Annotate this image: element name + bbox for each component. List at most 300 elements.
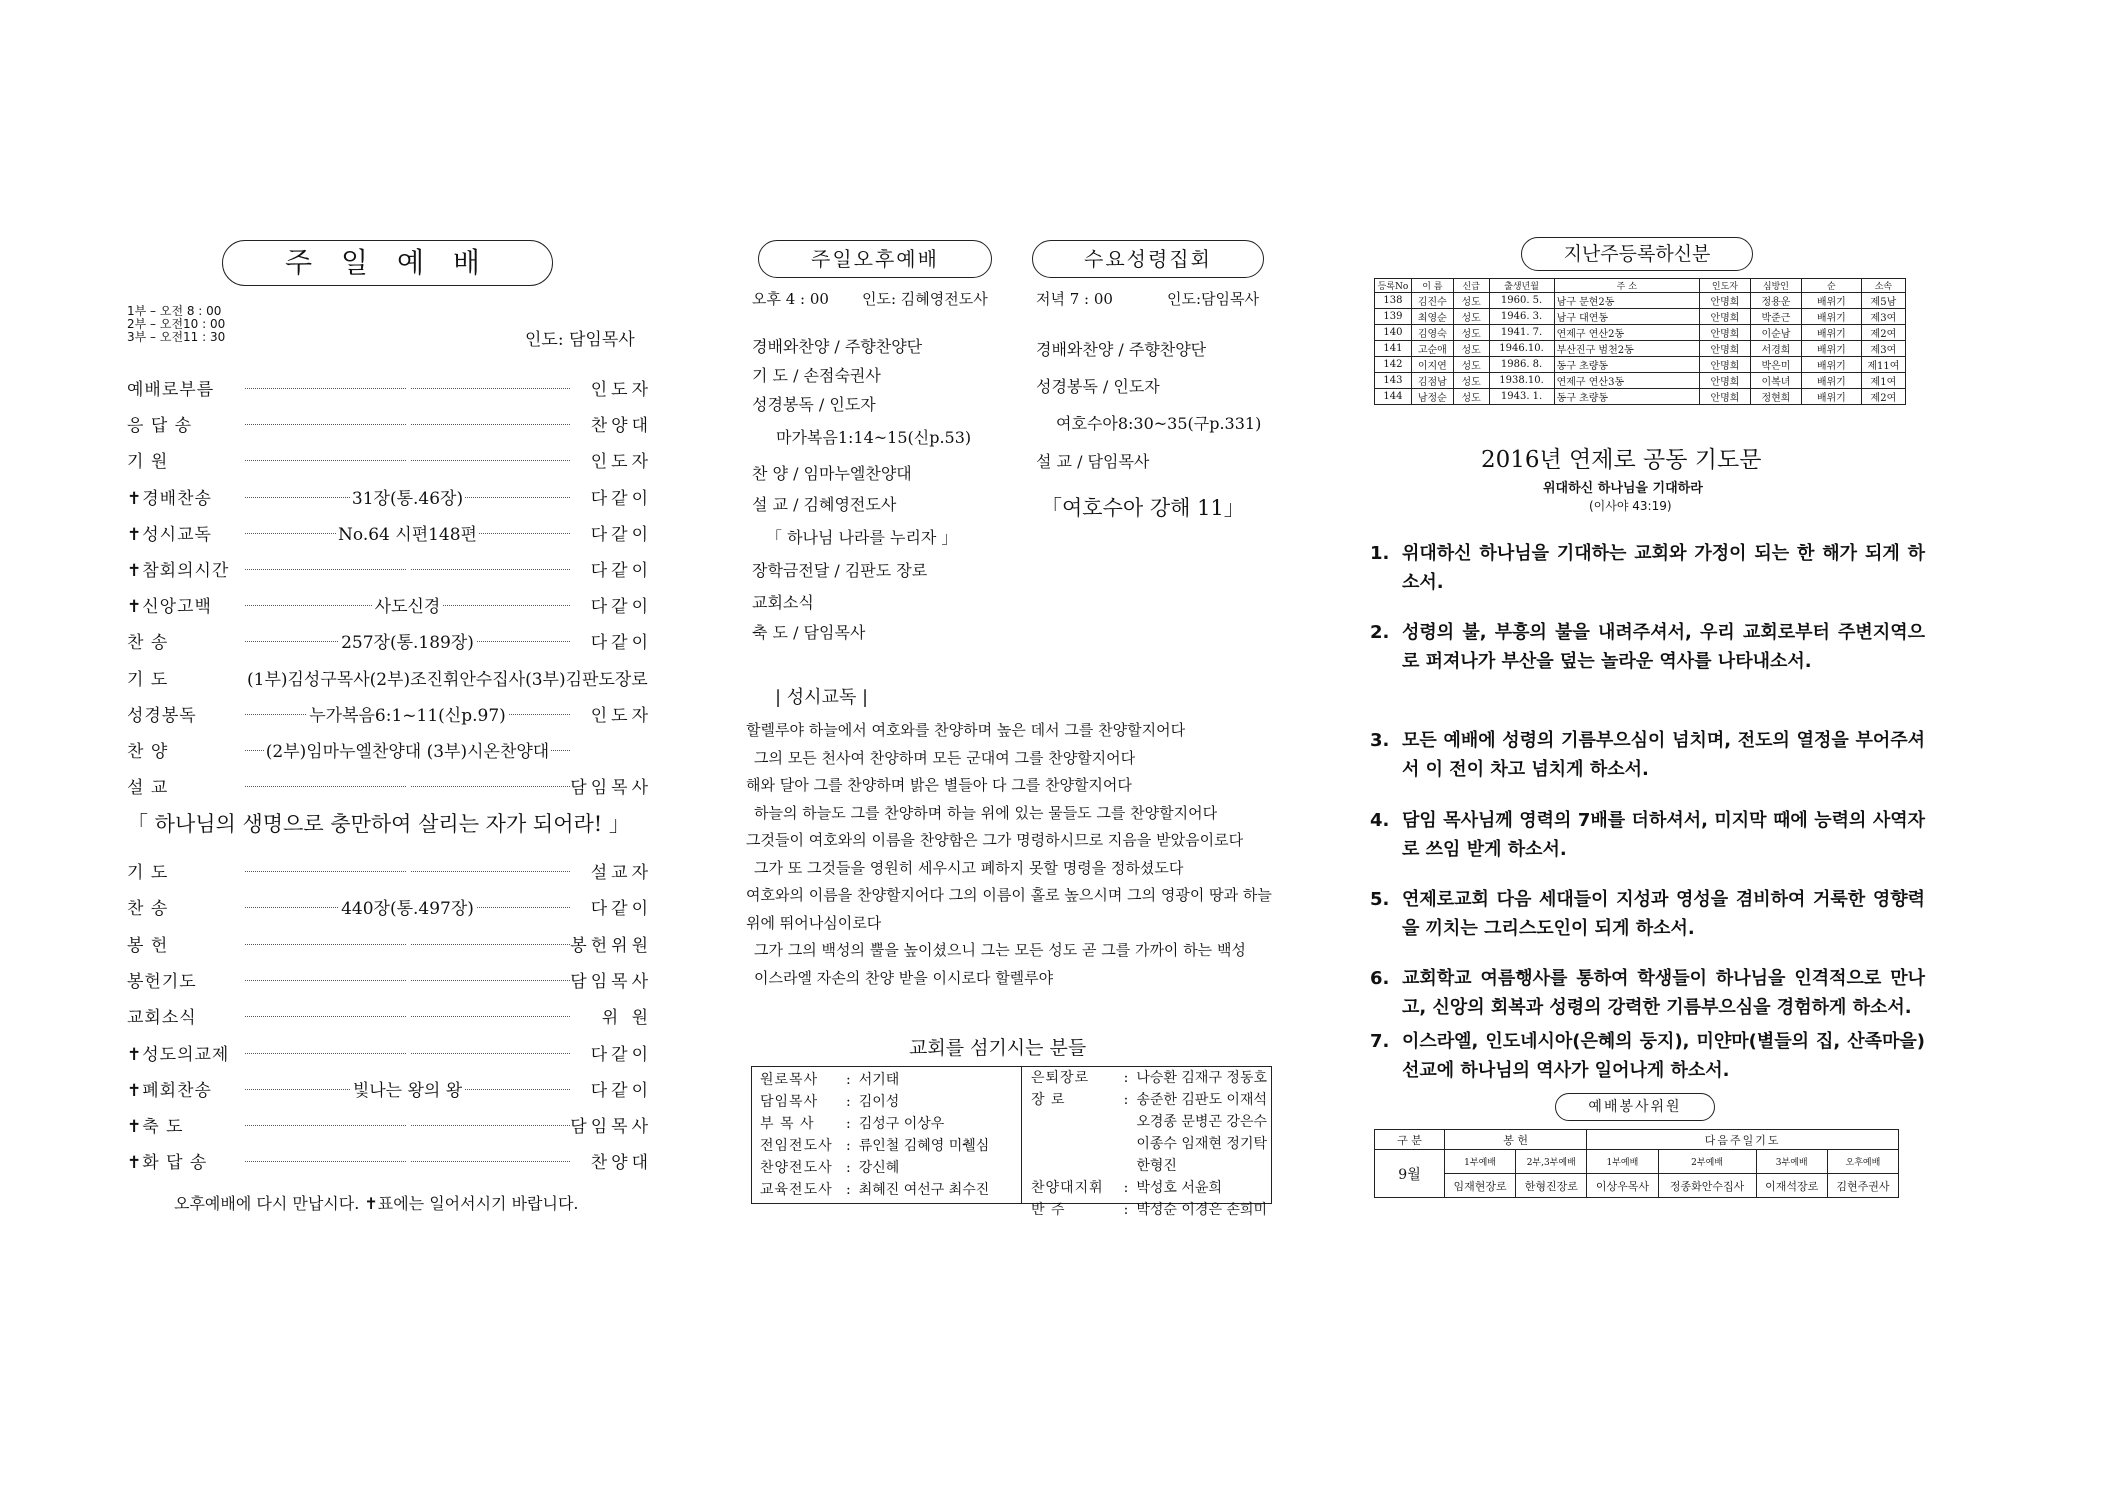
visitor-cell: 140 xyxy=(1375,325,1412,341)
afternoon-item: 교회소식 xyxy=(752,593,814,612)
worship-row-detail xyxy=(245,1112,570,1132)
servant-colon: : xyxy=(1123,1180,1129,1196)
servants-left xyxy=(756,1069,993,1201)
visitor-cell: 제1여 xyxy=(1861,373,1905,389)
worship-row xyxy=(127,628,652,652)
servant-colon: : xyxy=(846,1116,851,1132)
worship-row-detail xyxy=(245,858,570,878)
worship-row-detail: 누가복음6:1~11(신p.97) xyxy=(309,705,506,726)
worship-row-label: ✝신앙고백 xyxy=(127,597,212,618)
worship-row xyxy=(127,375,652,399)
psalm-line: 이스라엘 자손의 찬양 받을 이시로다 할렐루야 xyxy=(754,968,1054,987)
servant-role xyxy=(1027,1155,1120,1177)
visitor-cell: 안명희 xyxy=(1700,293,1751,309)
visitor-cell: 안명희 xyxy=(1700,309,1751,325)
worship-row xyxy=(127,967,652,991)
service-time: 3부 – 오전11 : 30 xyxy=(127,330,226,344)
worship-row-detail xyxy=(245,1148,570,1168)
visitor-cell: 박준근 xyxy=(1750,309,1801,325)
worship-row xyxy=(127,592,652,616)
servant-colon xyxy=(1120,1133,1133,1155)
servant-names: 김성구 이상우 xyxy=(858,1116,945,1132)
servant-role: 원로목사 xyxy=(760,1072,819,1088)
worship-row-detail xyxy=(245,1003,570,1023)
visitor-row xyxy=(1375,309,1906,325)
visitor-cell: 성도 xyxy=(1453,389,1489,405)
prayer-item xyxy=(1370,806,1925,864)
worship-row-label: 성경봉독 xyxy=(127,705,197,726)
worship-row-label: 기 도 xyxy=(127,669,169,690)
afternoon-item: 기 도 / 손점숙권사 xyxy=(752,366,881,385)
afternoon-item: 찬 양 / 임마누엘찬양대 xyxy=(752,464,912,483)
duty-header-gubun: 구 분 xyxy=(1375,1130,1445,1150)
worship-row-person: 설교자 xyxy=(590,863,652,883)
visitor-cell: 김점남 xyxy=(1411,373,1453,389)
wednesday-title: 수요성령집회 xyxy=(1084,247,1212,271)
afternoon-item: 「 하나님 나라를 누리자 」 xyxy=(766,528,958,547)
afternoon-title: 주일오후예배 xyxy=(811,247,939,271)
prayer-text: 모든 예배에 성령의 기름부으심이 넘치며, 전도의 열정을 부어주셔서 이 전이 차고 넘치게 하소서. xyxy=(1402,730,1925,780)
servant-role: 장 로 xyxy=(1031,1092,1066,1108)
servant-row xyxy=(1027,1111,1271,1133)
servant-colon: : xyxy=(846,1138,851,1154)
afternoon-item: 설 교 / 김혜영전도사 xyxy=(752,495,897,514)
visitor-cell: 이복녀 xyxy=(1750,373,1801,389)
visitors-title: 지난주등록하신분 xyxy=(1563,243,1711,265)
servant-role xyxy=(1027,1111,1120,1133)
visitor-cell: 정현희 xyxy=(1750,389,1801,405)
prayer-text: 성령의 불, 부흥의 불을 내려주셔서, 우리 교회로부터 주변지역으로 퍼져나가 부산을 덮는 놀라운 역사를 나타내소서. xyxy=(1402,622,1925,672)
servant-row xyxy=(756,1179,993,1201)
worship-row-detail: 257장(통.189장) xyxy=(341,633,474,654)
servant-colon xyxy=(1120,1111,1133,1133)
wednesday-time: 저녁 7 : 00 xyxy=(1036,290,1113,308)
visitors-table xyxy=(1374,278,1906,405)
worship-row-person: 담임목사 xyxy=(570,778,652,799)
duty-title: 예배봉사위원 xyxy=(1588,1099,1682,1115)
wednesday-item: 여호수아8:30~35(구p.331) xyxy=(1056,414,1262,433)
servant-names: 서기태 xyxy=(858,1072,900,1088)
wednesday-leader: 인도:담임목사 xyxy=(1167,290,1259,308)
worship-row xyxy=(127,1076,652,1100)
servants-divider xyxy=(1021,1067,1022,1203)
worship-row-person: 찬양대 xyxy=(590,416,652,437)
sunday-title-box xyxy=(222,240,553,286)
duty-value: 이재석장로 xyxy=(1756,1174,1827,1198)
servant-row xyxy=(1027,1089,1271,1111)
visitor-cell: 배위기 xyxy=(1801,325,1861,341)
worship-row xyxy=(127,894,652,918)
psalm-line: 할렐루야 하늘에서 여호와를 찬양하며 높은 데서 그를 찬양할지어다 xyxy=(746,721,1186,739)
worship-row-label: ✝참회의시간 xyxy=(127,561,230,581)
visitor-cell: 배위기 xyxy=(1801,341,1861,357)
worship-row-label: 설 교 xyxy=(127,778,169,799)
visitor-cell: 안명희 xyxy=(1700,325,1751,341)
servant-colon: : xyxy=(1123,1070,1129,1086)
servant-colon xyxy=(1120,1155,1133,1177)
worship-row-detail: 31장(통.46장) xyxy=(351,488,464,509)
prayer-number: 1. xyxy=(1370,543,1390,564)
servant-names: 오경종 문병곤 강은수 xyxy=(1136,1114,1267,1130)
duty-month: 9월 xyxy=(1375,1150,1445,1198)
worship-row xyxy=(127,701,652,725)
worship-row xyxy=(127,1003,652,1027)
prayer-item xyxy=(1370,964,1925,1022)
duty-value: 정종화안수집사 xyxy=(1658,1174,1756,1198)
worship-row-detail xyxy=(245,556,570,576)
servant-row xyxy=(1027,1133,1271,1155)
servant-colon: : xyxy=(846,1094,851,1110)
visitor-cell: 김진수 xyxy=(1411,293,1453,309)
visitor-cell: 동구 초량동 xyxy=(1554,389,1699,405)
order-of-worship-a xyxy=(127,375,652,799)
duty-value: 이상우목사 xyxy=(1587,1174,1658,1198)
worship-row xyxy=(127,520,652,544)
visitors-header-cell: 인도자 xyxy=(1700,279,1751,293)
servant-row xyxy=(756,1091,993,1113)
service-times xyxy=(127,305,225,344)
servant-names: 나승환 김재구 정동호 xyxy=(1136,1070,1267,1086)
visitors-header-cell: 신급 xyxy=(1453,279,1489,293)
worship-row-label: 응 답 송 xyxy=(127,416,193,437)
servant-role xyxy=(1027,1133,1120,1155)
psalm-line: 하늘의 하늘도 그를 찬양하며 하늘 위에 있는 물들도 그를 찬양할지어다 xyxy=(754,803,1218,822)
visitor-row xyxy=(1375,389,1906,405)
servant-colon: : xyxy=(846,1160,851,1176)
visitor-cell: 성도 xyxy=(1453,293,1489,309)
servant-role: 전임전도사 xyxy=(760,1138,833,1154)
worship-row-person: 담임목사 xyxy=(570,971,652,992)
visitor-cell: 성도 xyxy=(1453,357,1489,373)
servant-row xyxy=(756,1157,993,1179)
worship-row xyxy=(127,858,652,882)
servant-names: 김이성 xyxy=(858,1094,900,1110)
worship-row xyxy=(127,1040,652,1064)
duty-value: 임재현장로 xyxy=(1445,1174,1516,1198)
worship-row-person: 다같이 xyxy=(590,899,652,920)
worship-row-person: 다같이 xyxy=(590,1044,652,1065)
duty-sub: 3부예배 xyxy=(1756,1150,1827,1174)
servant-row xyxy=(1027,1067,1271,1089)
servant-role: 부 목 사 xyxy=(760,1116,815,1132)
prayer-item xyxy=(1370,1027,1925,1085)
visitor-cell: 1943. 1. xyxy=(1489,389,1554,405)
worship-row-detail: (2부)임마누엘찬양대 (3부)시온찬양대 xyxy=(265,742,550,762)
worship-row xyxy=(127,931,652,955)
visitors-header-cell: 소속 xyxy=(1861,279,1905,293)
worship-row-label: 기 도 xyxy=(127,863,169,883)
servant-row xyxy=(756,1069,993,1091)
prayer-text: 연제로교회 다음 세대들이 지성과 영성을 겸비하여 거룩한 영향력을 끼치는 그리스도인이 되게 하소서. xyxy=(1402,889,1925,939)
visitor-cell: 제2여 xyxy=(1861,389,1905,405)
servant-role: 담임목사 xyxy=(760,1094,819,1110)
prayer-number: 5. xyxy=(1370,889,1390,910)
visitor-cell: 139 xyxy=(1375,309,1412,325)
visitor-cell: 제11여 xyxy=(1861,357,1905,373)
servant-role: 교육전도사 xyxy=(760,1182,833,1198)
servant-colon: : xyxy=(846,1182,851,1198)
worship-row-detail xyxy=(245,1040,570,1060)
servant-names: 최혜진 여선구 최수진 xyxy=(858,1182,990,1198)
visitors-header-cell: 심방인 xyxy=(1750,279,1801,293)
prayer-ref: (이사야 43:19) xyxy=(1589,499,1672,513)
visitors-header-cell: 출생년월 xyxy=(1489,279,1554,293)
worship-row xyxy=(127,773,652,797)
duty-sub: 1부예배 xyxy=(1445,1150,1516,1174)
duty-table xyxy=(1374,1129,1899,1198)
worship-row-label: 교회소식 xyxy=(127,1008,197,1029)
prayer-number: 4. xyxy=(1370,810,1390,831)
visitor-cell: 배위기 xyxy=(1801,373,1861,389)
servant-names: 박성호 서윤희 xyxy=(1136,1180,1222,1196)
visitor-cell: 연제구 연산2동 xyxy=(1554,325,1699,341)
worship-row xyxy=(127,447,652,471)
servant-role: 은퇴장로 xyxy=(1031,1070,1090,1086)
servant-row xyxy=(756,1135,993,1157)
worship-row-detail: 440장(통.497장) xyxy=(341,899,474,920)
worship-row xyxy=(127,1112,652,1136)
servant-row xyxy=(756,1113,993,1135)
visitor-row xyxy=(1375,341,1906,357)
servant-row xyxy=(1027,1177,1271,1199)
prayer-item xyxy=(1370,885,1925,943)
visitor-cell: 배위기 xyxy=(1801,309,1861,325)
sermon-title: 「 하나님의 생명으로 충만하여 살리는 자가 되어라! 」 xyxy=(127,812,630,836)
psalm-line: 해와 달아 그를 찬양하며 밝은 별들아 다 그를 찬양할지어다 xyxy=(746,776,1132,794)
afternoon-item: 마가복음1:14~15(신p.53) xyxy=(776,428,972,447)
servant-names: 류인철 김혜영 미췔심 xyxy=(858,1138,990,1154)
visitor-cell: 143 xyxy=(1375,373,1412,389)
visitor-cell: 제5남 xyxy=(1861,293,1905,309)
prayer-text: 담임 목사님께 영력의 7배를 더하셔서, 미지막 때에 능력의 사역자로 쓰임 받게 하소서. xyxy=(1402,810,1925,860)
prayer-number: 3. xyxy=(1370,730,1390,751)
visitor-row xyxy=(1375,325,1906,341)
worship-row-person: 담임목사 xyxy=(570,1117,652,1138)
worship-row-detail xyxy=(245,773,570,793)
worship-row-label: 봉 헌 xyxy=(127,935,169,956)
sunday-footer: 오후예배에 다시 만납시다. ✝표에는 일어서시기 바랍니다. xyxy=(174,1194,579,1213)
worship-row-person: 다같이 xyxy=(590,597,652,618)
duty-header-next: 다음주일기도 xyxy=(1587,1130,1899,1150)
visitor-cell: 성도 xyxy=(1453,341,1489,357)
worship-row-detail: No.64 시편148편 xyxy=(338,524,477,545)
visitor-row xyxy=(1375,293,1906,309)
visitor-cell: 안명희 xyxy=(1700,341,1751,357)
visitor-cell: 동구 초량동 xyxy=(1554,357,1699,373)
visitor-cell: 성도 xyxy=(1453,309,1489,325)
worship-row-detail xyxy=(245,375,570,395)
visitor-cell: 최영순 xyxy=(1411,309,1453,325)
visitor-cell: 1941. 7. xyxy=(1489,325,1554,341)
visitor-cell: 연제구 연산3동 xyxy=(1554,373,1699,389)
visitor-cell: 안명희 xyxy=(1700,389,1751,405)
service-time: 1부 – 오전 8 : 00 xyxy=(127,304,222,318)
servant-row xyxy=(1027,1155,1271,1177)
worship-row xyxy=(127,737,652,761)
worship-row-person: 인도자 xyxy=(590,705,652,726)
servant-role: 반 주 xyxy=(1031,1202,1066,1218)
worship-row xyxy=(127,556,652,580)
psalm-heading: | 성시교독 | xyxy=(775,687,869,708)
visitors-header-cell: 순 xyxy=(1801,279,1861,293)
prayer-text: 이스라엘, 인도네시아(은혜의 둥지), 미얀마(별들의 집, 산족마을) 선교에 하나님의 역사가 일어나게 하소서. xyxy=(1402,1031,1925,1081)
servant-names: 이종수 임재현 정기탁 xyxy=(1136,1136,1267,1152)
visitor-cell: 남구 문현2동 xyxy=(1554,293,1699,309)
prayer-number: 7. xyxy=(1370,1031,1390,1052)
visitor-cell: 1960. 5. xyxy=(1489,293,1554,309)
worship-row xyxy=(127,484,652,508)
visitors-header-cell: 등록No xyxy=(1375,279,1412,293)
worship-row-label: 기 원 xyxy=(127,452,169,473)
afternoon-item: 장학금전달 / 김판도 장로 xyxy=(752,561,928,580)
worship-row-person: 봉헌위원 xyxy=(570,935,652,956)
worship-row-label: ✝화 답 송 xyxy=(127,1153,208,1174)
psalm-line: 그것들이 여호와의 이름을 찬양함은 그가 명령하시므로 지음을 받았음이로다 xyxy=(746,831,1244,849)
duty-title-box xyxy=(1555,1093,1715,1121)
visitor-cell: 배위기 xyxy=(1801,357,1861,373)
visitor-cell: 배위기 xyxy=(1801,389,1861,405)
worship-row-label: ✝성시교독 xyxy=(127,524,212,545)
prayer-text: 위대하신 하나님을 기대하는 교회와 가정이 되는 한 해가 되게 하소서. xyxy=(1402,543,1925,593)
visitor-cell: 김영숙 xyxy=(1411,325,1453,341)
visitor-cell: 고순애 xyxy=(1411,341,1453,357)
worship-row-person: 인도자 xyxy=(590,380,652,400)
visitor-cell: 이순남 xyxy=(1750,325,1801,341)
sunday-title: 주 일 예 배 xyxy=(285,246,490,279)
visitor-cell: 제3여 xyxy=(1861,341,1905,357)
worship-row-label: ✝폐회찬송 xyxy=(127,1080,212,1101)
visitors-header-cell: 이 름 xyxy=(1411,279,1453,293)
visitor-cell: 1946. 3. xyxy=(1489,309,1554,325)
prayer-number: 2. xyxy=(1370,622,1390,643)
worship-row-label: ✝경배찬송 xyxy=(127,488,212,509)
worship-row-person: 다같이 xyxy=(590,1080,652,1101)
prayer-item xyxy=(1370,539,1925,597)
worship-row-label: 찬 양 xyxy=(127,742,169,762)
visitor-cell: 안명희 xyxy=(1700,357,1751,373)
prayer-text: 교회학교 여름행사를 통하여 학생들이 하나님을 인격적으로 만나고, 신앙의 회복과 성령의 강력한 기름부으심을 경험하게 하소서. xyxy=(1402,968,1925,1018)
servant-names: 송준한 김판도 이재석 xyxy=(1136,1092,1267,1108)
prayer-subtitle: 위대하신 하나님을 기대하라 xyxy=(1543,481,1703,496)
visitor-cell: 남구 대연동 xyxy=(1554,309,1699,325)
worship-row-person: 인도자 xyxy=(590,452,652,473)
worship-row-detail xyxy=(245,931,570,951)
visitor-cell: 부산진구 범천2동 xyxy=(1554,341,1699,357)
worship-row-person: 다같이 xyxy=(590,633,652,654)
prayer-item xyxy=(1370,726,1925,784)
afternoon-time: 오후 4 : 00 xyxy=(752,290,829,308)
visitor-cell: 제3여 xyxy=(1861,309,1905,325)
visitor-cell: 안명희 xyxy=(1700,373,1751,389)
visitor-cell: 이지연 xyxy=(1411,357,1453,373)
duty-header-offering: 봉 헌 xyxy=(1445,1130,1587,1150)
visitor-cell: 1986. 8. xyxy=(1489,357,1554,373)
visitor-cell: 성도 xyxy=(1453,373,1489,389)
afternoon-item: 축 도 / 담임목사 xyxy=(752,623,866,642)
worship-row xyxy=(127,411,652,435)
worship-row-person: 다같이 xyxy=(590,561,652,581)
servant-row xyxy=(1027,1199,1271,1221)
visitor-cell: 박은미 xyxy=(1750,357,1801,373)
psalm-line: 위에 뛰어나심이로다 xyxy=(746,913,882,932)
visitor-cell: 서경희 xyxy=(1750,341,1801,357)
wednesday-item: 성경봉독 / 인도자 xyxy=(1036,377,1160,396)
wednesday-item: 경배와찬양 / 주향찬양단 xyxy=(1036,340,1207,359)
servant-names: 강신혜 xyxy=(858,1160,900,1176)
visitor-row xyxy=(1375,373,1906,389)
duty-value: 한형진장로 xyxy=(1516,1174,1587,1198)
afternoon-item: 경배와찬양 / 주향찬양단 xyxy=(752,337,923,356)
servant-names: 한형진 xyxy=(1136,1158,1177,1174)
worship-row-person: 위 원 xyxy=(601,1008,652,1029)
visitor-cell: 138 xyxy=(1375,293,1412,309)
duty-sub: 2부예배 xyxy=(1658,1150,1756,1174)
wednesday-item: 설 교 / 담임목사 xyxy=(1036,452,1150,471)
afternoon-item: 성경봉독 / 인도자 xyxy=(752,395,876,414)
worship-row-detail: 빛나는 왕의 왕 xyxy=(352,1080,463,1101)
servants-box xyxy=(751,1066,1272,1218)
prayer-number: 6. xyxy=(1370,968,1390,989)
visitor-cell: 배위기 xyxy=(1801,293,1861,309)
psalm-line: 그가 또 그것들을 영원히 세우시고 폐하지 못할 명령을 정하셨도다 xyxy=(754,858,1184,877)
prayer-title: 2016년 연제로 공동 기도문 xyxy=(1481,447,1762,473)
psalm-line: 그가 그의 백성의 뿔을 높이셨으니 그는 모든 성도 곧 그를 가까이 하는 백성 xyxy=(754,941,1246,959)
visitors-header-cell: 주 소 xyxy=(1554,279,1699,293)
duty-sub: 1부예배 xyxy=(1587,1150,1658,1174)
worship-row-label: 찬 송 xyxy=(127,633,169,654)
servant-colon: : xyxy=(1123,1202,1129,1218)
afternoon-leader: 인도: 김혜영전도사 xyxy=(862,290,988,308)
visitor-cell: 1938.10. xyxy=(1489,373,1554,389)
worship-row-person: 찬양대 xyxy=(590,1153,652,1174)
servant-names: 박성순 이경은 손희미 xyxy=(1136,1202,1267,1218)
psalm-text xyxy=(746,717,1272,992)
servant-role: 찬양대지휘 xyxy=(1031,1180,1104,1196)
visitor-cell: 144 xyxy=(1375,389,1412,405)
psalm-line: 그의 모든 천사여 찬양하며 모든 군대여 그를 찬양할지어다 xyxy=(754,748,1136,767)
worship-row-detail: 사도신경 xyxy=(374,597,441,618)
servants-heading: 교회를 섬기시는 분들 xyxy=(909,1037,1087,1059)
visitor-cell: 1946.10. xyxy=(1489,341,1554,357)
psalm-line: 여호와의 이름을 찬양할지어다 그의 이름이 홀로 높으시며 그의 영광이 땅과 하늘 xyxy=(746,886,1272,904)
worship-row-label: 찬 송 xyxy=(127,899,169,920)
sunday-leader: 인도: 담임목사 xyxy=(525,330,635,350)
worship-row-person: 다같이 xyxy=(590,488,652,509)
duty-value: 김현주권사 xyxy=(1827,1174,1898,1198)
wednesday-sermon: 「여호수아 강해 11」 xyxy=(1041,496,1245,520)
servant-role: 찬양전도사 xyxy=(760,1160,833,1176)
visitor-row xyxy=(1375,357,1906,373)
worship-row-detail xyxy=(245,411,570,431)
servants-right xyxy=(1027,1067,1271,1221)
worship-row-person: 다같이 xyxy=(590,524,652,545)
visitor-cell: 정용운 xyxy=(1750,293,1801,309)
order-of-worship-b xyxy=(127,858,652,1188)
duty-sub: 2부,3부예배 xyxy=(1516,1150,1587,1174)
visitor-cell: 남정순 xyxy=(1411,389,1453,405)
worship-row-label: ✝축 도 xyxy=(127,1117,184,1138)
visitor-cell: 142 xyxy=(1375,357,1412,373)
servant-colon: : xyxy=(846,1072,851,1088)
worship-row xyxy=(127,1148,652,1172)
prayer-item xyxy=(1370,618,1925,676)
visitor-cell: 제2여 xyxy=(1861,325,1905,341)
wednesday-title-box xyxy=(1032,240,1264,278)
worship-row-label: ✝성도의교제 xyxy=(127,1044,230,1065)
afternoon-title-box xyxy=(758,240,992,278)
visitors-title-box xyxy=(1521,237,1753,271)
visitors-header-row xyxy=(1375,279,1906,293)
